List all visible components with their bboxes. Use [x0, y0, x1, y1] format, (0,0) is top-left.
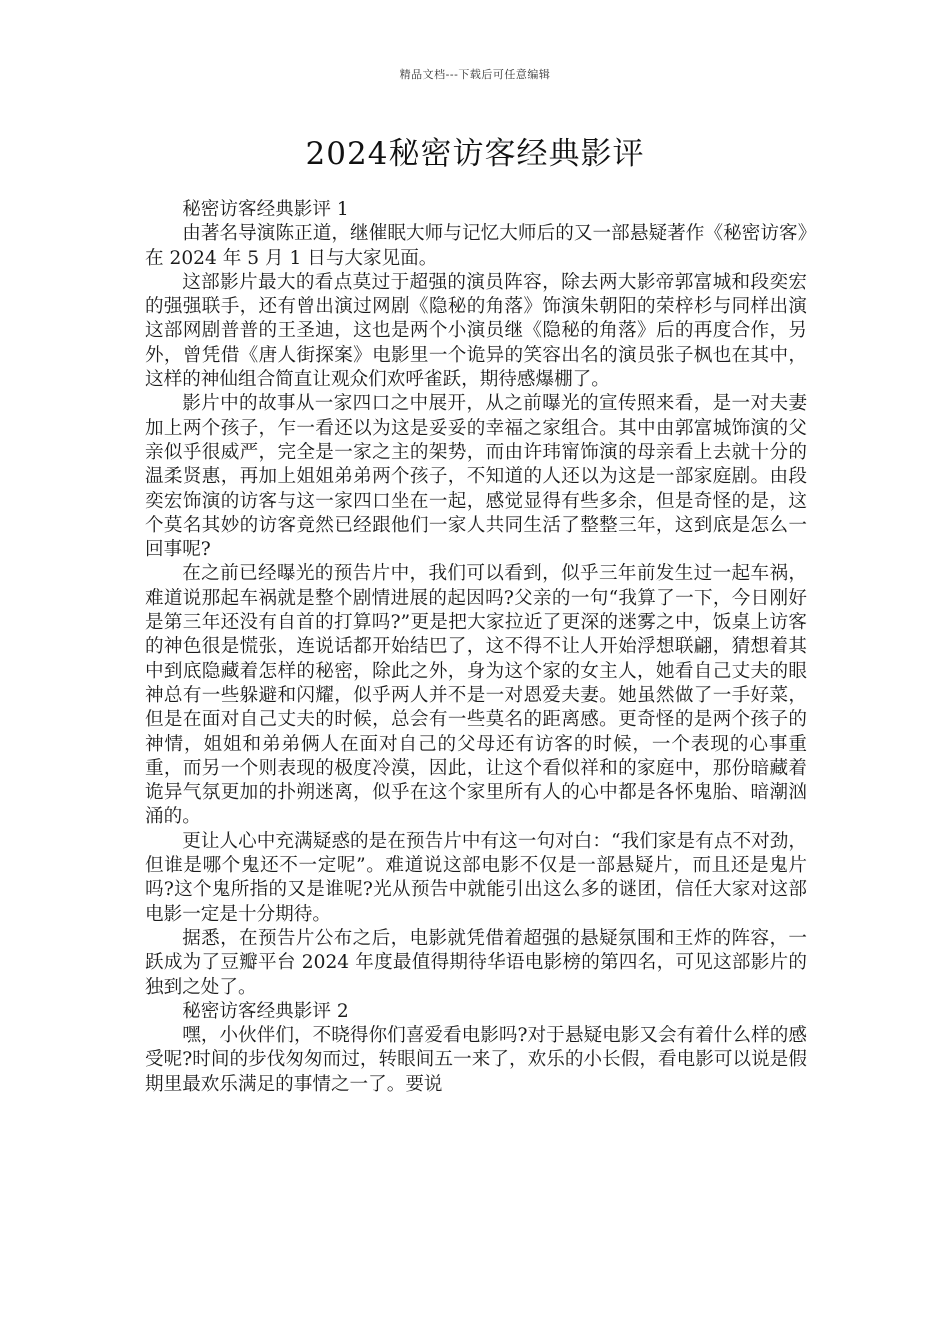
paragraph: 嘿，小伙伴们，不晓得你们喜爱看电影吗?对于悬疑电影又会有着什么样的感受呢?时间的步伐匆匆而过，转眼间五一来了，欢乐的小长假，看电影可以说是假期里最欢乐满足的事情之一了。要说	[145, 1025, 807, 1095]
paragraph: 由著名导演陈正道，继催眠大师与记忆大师后的又一部悬疑著作《秘密访客》在 2024 年 5 月 1 日与大家见面。	[145, 223, 807, 269]
page-header-note: 精品文档---下载后可任意编辑	[399, 68, 551, 81]
paragraph: 据悉，在预告片公布之后，电影就凭借着超强的悬疑氛围和王炸的阵容，一跃成为了豆瓣平台 2024 年度最值得期待华语电影榜的第四名，可见这部影片的独到之处了。	[145, 927, 807, 998]
section-heading-2: 秘密访客经典影评 2	[182, 1000, 349, 1022]
paragraph: 更让人心中充满疑惑的是在预告片中有这一句对白：“我们家是有点不对劲，但谁是哪个鬼还不一定呢”。难道说这部电影不仅是一部悬疑片，而且还是鬼片吗?这个鬼所指的又是谁呢?光从预告中就能引出这么多的谜团，信任大家对这部电影一定是十分期待。	[145, 830, 807, 925]
paragraph: 影片中的故事从一家四口之中展开，从之前曝光的宣传照来看，是一对夫妻加上两个孩子，乍一看还以为这是妥妥的幸福之家组合。其中由郭富城饰演的父亲似乎很威严，完全是一家之主的架势，而由许玮甯饰演的母亲看上去就十分的温柔贤惠，再加上姐姐弟弟两个孩子，不知道的人还以为这是一部家庭剧。由段奕宏饰演的访客与这一家四口坐在一起，感觉显得有些多余，但是奇怪的是，这个莫名其妙的访客竟然已经跟他们一家人共同生活了整整三年，这到底是怎么一回事呢?	[145, 393, 807, 561]
document-body	[145, 198, 807, 1097]
paragraph: 这部影片最大的看点莫过于超强的演员阵容，除去两大影帝郭富城和段奕宏的强强联手，还有曾出演过网剧《隐秘的角落》饰演朱朝阳的荣梓杉与同样出演这部网剧普普的王圣迪，这也是两个小演员继《隐秘的角落》后的再度合作，另外，曾凭借《唐人街探案》电影里一个诡异的笑容出名的演员张子枫也在其中，这样的神仙组合简直让观众们欢呼雀跃，期待感爆棚了。	[145, 271, 807, 391]
paragraph: 在之前已经曝光的预告片中，我们可以看到，似乎三年前发生过一起车祸，难道说那起车祸就是整个剧情进展的起因吗?父亲的一句“我算了一下，今日刚好是第三年还没有自首的打算吗?”更是把大家拉近了更深的迷雾之中，饭桌上访客的神色很是慌张，连说话都开始结巴了，这不得不让人开始浮想联翩，猜想着其中到底隐藏着怎样的秘密，除此之外，身为这个家的女主人，她看自己丈夫的眼神总有一些躲避和闪耀，似乎两人并不是一对恩爱夫妻。她虽然做了一手好菜，但是在面对自己丈夫的时候，总会有一些莫名的距离感。更奇怪的是两个孩子的神情，姐姐和弟弟俩人在面对自己的父母还有访客的时候，一个表现的心事重重，而另一个则表现的极度冷漠，因此，让这个看似祥和的家庭中，那份暗藏着诡异气氛更加的扑朔迷离，似乎在这个家里所有人的心中都是各怀鬼胎、暗潮汹涌的。	[145, 563, 807, 828]
document-title: 2024秘密访客经典影评	[305, 136, 645, 172]
section-heading-1: 秘密访客经典影评 1	[182, 199, 349, 220]
